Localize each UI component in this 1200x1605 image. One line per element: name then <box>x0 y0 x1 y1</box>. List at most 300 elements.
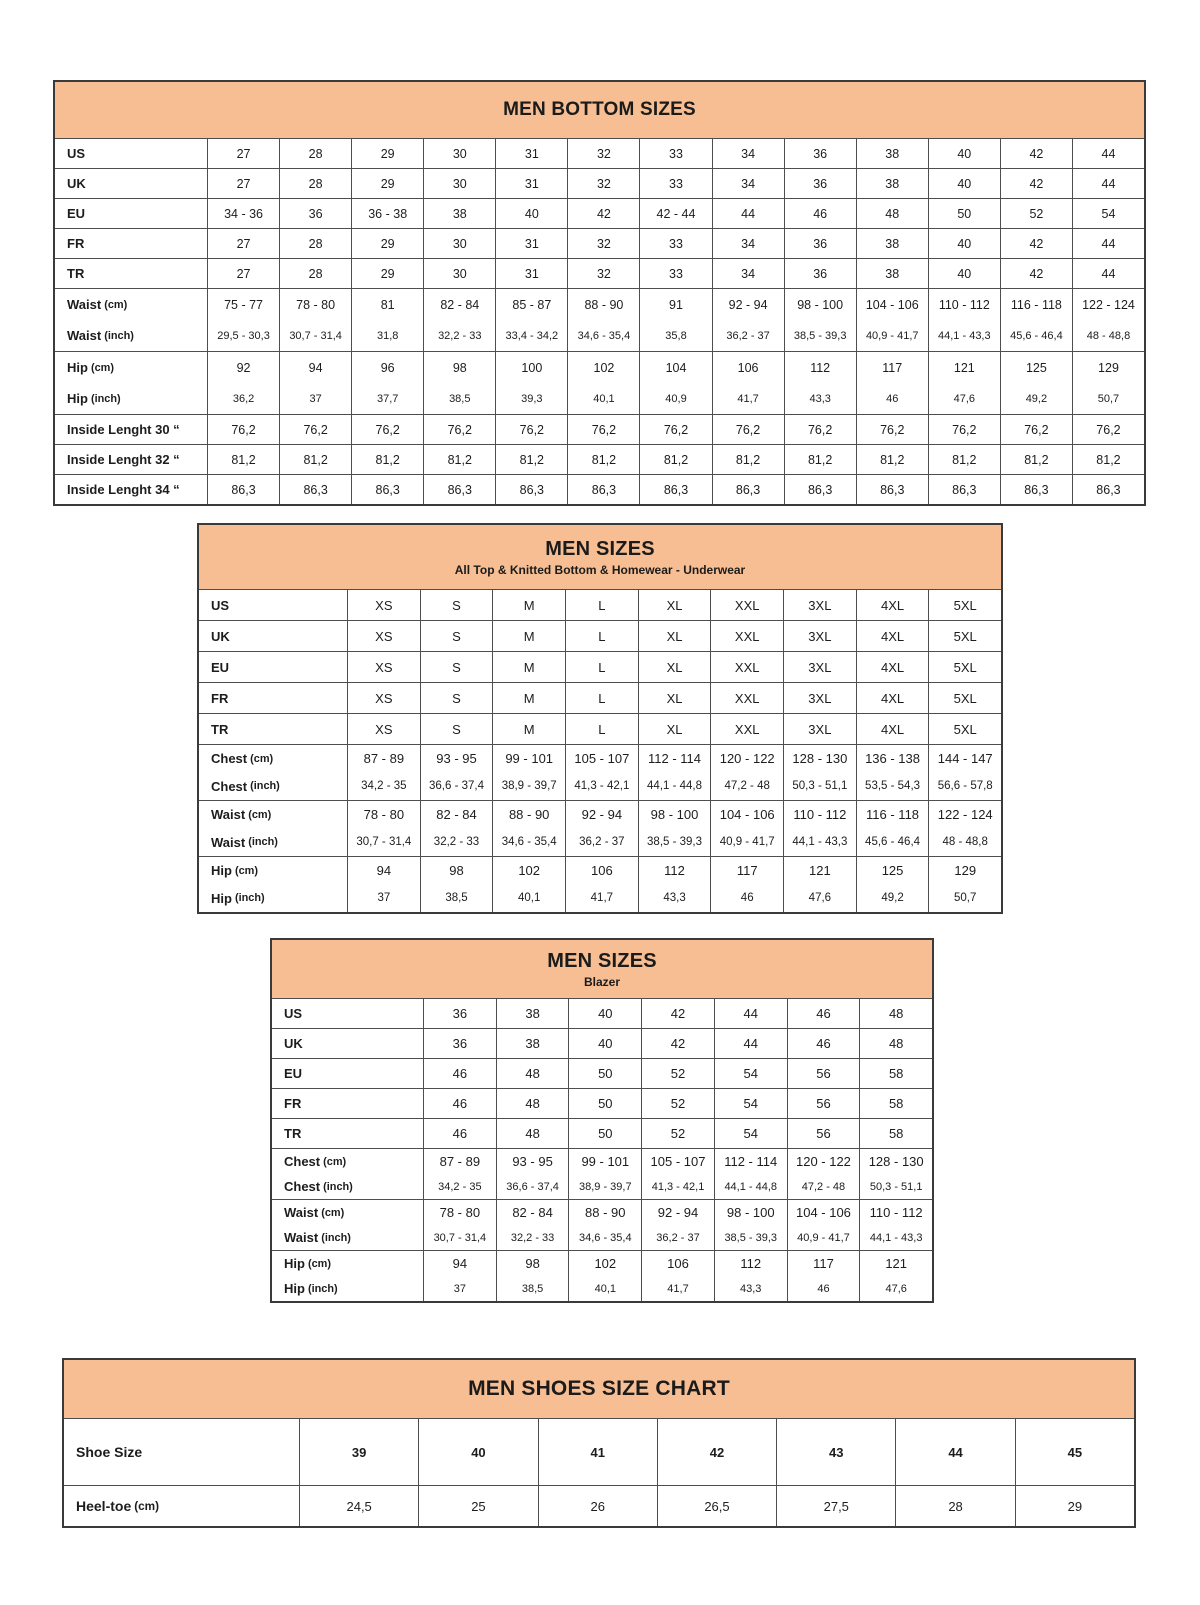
cell-value: 40,9 - 41,7 <box>719 836 775 849</box>
cell-us-col11 <box>1000 139 1072 168</box>
cell-inside-length-32-col11 <box>1000 445 1072 474</box>
cell-inside-length-32-col7 <box>712 445 784 474</box>
table-row-waist <box>55 288 1144 351</box>
cell-value: M <box>523 721 535 737</box>
cell-eu-col6 <box>859 1059 932 1088</box>
cell-value: 81,2 <box>1096 452 1121 467</box>
cell-value: 76,2 <box>231 422 256 437</box>
cell-chest-col5 <box>710 745 783 800</box>
cell-value: 46 <box>816 1036 831 1051</box>
cell-value: L <box>598 659 606 675</box>
cell-value: 48 - 48,8 <box>1086 329 1131 342</box>
cell-value: 50 <box>598 1066 613 1081</box>
table-row-shoe-size <box>64 1418 1134 1485</box>
cell-value: 122 - 124 <box>1082 297 1135 312</box>
men-sizes-blazer-subtitle: Blazer <box>583 974 621 989</box>
cell-chest-col3 <box>641 1149 714 1199</box>
cell-value: 35,8 <box>665 329 687 342</box>
cell-value: 40 <box>598 1006 613 1021</box>
row-label-text: Inside Lenght 30 “ <box>67 422 180 437</box>
cell-value: 86,3 <box>447 482 472 497</box>
cell-eu-col7 <box>856 652 929 682</box>
cell-value: 50,7 <box>1097 392 1120 405</box>
table-row-inside-length-34 <box>55 474 1144 504</box>
cell-uk-col12 <box>1072 169 1144 198</box>
cell-hip-col0 <box>423 1251 496 1301</box>
cell-value: 81,2 <box>519 452 545 467</box>
row-label-text: UK <box>67 176 86 191</box>
row-label-tr <box>199 714 347 744</box>
cell-value: 52 <box>670 1066 686 1081</box>
cell-eu-col3 <box>641 1059 714 1088</box>
cell-us-col12 <box>1072 139 1144 168</box>
cell-value: 45,6 - 46,4 <box>865 836 921 849</box>
cell-us-col3 <box>565 590 638 620</box>
cell-value: 41,7 <box>590 892 614 905</box>
table-row-fr <box>199 682 1001 713</box>
cell-us-col9 <box>856 139 928 168</box>
cell-value: 29 <box>1067 1498 1083 1514</box>
cell-us-col0 <box>207 139 279 168</box>
cell-value: S <box>452 721 461 737</box>
cell-uk-col5 <box>567 169 639 198</box>
cell-value: M <box>523 628 535 644</box>
cell-value: 4XL <box>880 690 905 706</box>
cell-us-col2 <box>568 999 641 1028</box>
cell-hip-col10 <box>928 352 1000 414</box>
cell-value: 86,3 <box>303 482 328 497</box>
cell-value: 54 <box>743 1126 758 1141</box>
cell-tr-col2 <box>492 714 565 744</box>
cell-chest-col5 <box>787 1149 860 1199</box>
men-sizes-blazer-title: MEN SIZES <box>547 949 657 972</box>
cell-value: 37 <box>453 1282 466 1295</box>
cell-uk-col7 <box>856 621 929 651</box>
cell-tr-col1 <box>496 1119 569 1148</box>
cell-uk-col4 <box>495 169 567 198</box>
row-label-text: UK <box>284 1036 303 1051</box>
cell-value: XL <box>666 659 683 675</box>
cell-value: 81,2 <box>952 452 977 467</box>
cell-fr-col12 <box>1072 229 1144 258</box>
cell-value: 32 <box>596 176 611 191</box>
cell-chest-col0 <box>423 1149 496 1199</box>
cell-value: 47,6 <box>885 1282 907 1295</box>
cell-eu-col10 <box>928 199 1000 228</box>
cell-heel-toe-col4 <box>776 1486 895 1526</box>
cell-inside-length-34-col6 <box>639 475 711 504</box>
cell-value: 45,6 - 46,4 <box>1010 329 1063 342</box>
row-label-eu <box>272 1059 423 1088</box>
row-label-heel-toe <box>64 1486 299 1526</box>
cell-eu-col2 <box>492 652 565 682</box>
cell-value: 112 - 114 <box>724 1154 778 1169</box>
row-label-us <box>55 139 207 168</box>
cell-value: 128 - 130 <box>868 1154 924 1169</box>
cell-hip-col5 <box>567 352 639 414</box>
cell-value: S <box>452 690 461 706</box>
cell-value: XXL <box>734 659 760 675</box>
cell-value: 36,2 - 37 <box>656 1231 700 1244</box>
table-row-uk <box>199 620 1001 651</box>
cell-inside-length-32-col2 <box>351 445 423 474</box>
men-shoes-size-chart-table <box>62 1358 1136 1528</box>
cell-value: 4XL <box>880 597 905 613</box>
cell-tr-col9 <box>856 259 928 288</box>
cell-value: 92 <box>236 360 251 375</box>
cell-fr-col0 <box>207 229 279 258</box>
cell-inside-length-34-col3 <box>423 475 495 504</box>
cell-hip-col9 <box>856 352 928 414</box>
cell-value: 128 - 130 <box>792 751 848 767</box>
cell-value: 88 - 90 <box>585 1205 626 1220</box>
cell-value: 94 <box>452 1256 468 1271</box>
men-bottom-sizes-title: MEN BOTTOM SIZES <box>503 99 696 120</box>
cell-value: XL <box>666 721 683 737</box>
cell-value: 33 <box>669 176 683 191</box>
cell-inside-length-34-col5 <box>567 475 639 504</box>
cell-heel-toe-col6 <box>1015 1486 1134 1526</box>
cell-inside-length-32-col9 <box>856 445 928 474</box>
cell-value: 129 <box>1098 360 1119 375</box>
cell-value: 47,2 - 48 <box>801 1180 846 1193</box>
row-label-line <box>211 714 347 744</box>
cell-value: 81 <box>380 297 395 312</box>
cell-value: 4XL <box>880 659 905 675</box>
cell-value: 30 <box>452 236 467 251</box>
cell-waist-col10 <box>928 289 1000 351</box>
cell-value: 48 - 48,8 <box>942 836 988 849</box>
cell-uk-col5 <box>710 621 783 651</box>
cell-value: 34 <box>741 146 756 161</box>
cell-value: 36,6 - 37,4 <box>506 1180 559 1193</box>
cell-value: 34,2 - 35 <box>361 780 407 793</box>
cell-value: 44 <box>1101 236 1116 251</box>
cell-value: 38,9 - 39,7 <box>579 1180 632 1193</box>
cell-uk-col4 <box>638 621 711 651</box>
cell-tr-col0 <box>347 714 420 744</box>
cell-value: 81,2 <box>735 452 761 467</box>
cell-fr-col5 <box>567 229 639 258</box>
cell-eu-col5 <box>787 1059 860 1088</box>
table-row-hip <box>272 1250 932 1301</box>
cell-value: 86,3 <box>952 482 977 497</box>
cell-value: 104 - 106 <box>719 807 775 823</box>
cell-value: 112 - 114 <box>648 751 702 767</box>
cell-value: 40 <box>957 266 972 281</box>
cell-us-col6 <box>859 999 932 1028</box>
cell-value: 27 <box>236 266 251 281</box>
cell-eu-col5 <box>567 199 639 228</box>
row-label-line <box>284 1225 423 1250</box>
cell-value: 44,1 - 44,8 <box>724 1180 778 1193</box>
cell-value: 106 <box>737 360 759 375</box>
cell-value: 38,5 - 39,3 <box>647 836 703 849</box>
row-label-line <box>67 199 207 228</box>
row-label-waist <box>55 289 207 351</box>
row-label-us <box>272 999 423 1028</box>
cell-value: 76,2 <box>880 422 905 437</box>
row-label-text: Chest <box>284 1179 321 1194</box>
cell-value: 85 - 87 <box>512 297 552 312</box>
row-label-line <box>211 621 347 651</box>
cell-value: 82 - 84 <box>440 297 480 312</box>
cell-value: 38,5 <box>445 892 468 905</box>
cell-value: 40 <box>598 1036 613 1051</box>
cell-value: 104 - 106 <box>795 1205 851 1220</box>
cell-value: 110 - 112 <box>869 1205 923 1220</box>
row-label-text: TR <box>284 1126 302 1141</box>
cell-value: 39,3 <box>521 392 543 405</box>
row-label-shoe-size <box>64 1419 299 1485</box>
row-label-unit: (inch) <box>250 780 280 793</box>
cell-value: 98 <box>525 1256 540 1271</box>
cell-value: 48 <box>885 206 900 221</box>
cell-waist-col3 <box>565 801 638 856</box>
row-label-text: Hip <box>211 890 232 906</box>
row-label-text: EU <box>211 659 230 675</box>
cell-fr-col2 <box>568 1089 641 1118</box>
cell-heel-toe-col2 <box>538 1486 657 1526</box>
cell-fr-col4 <box>495 229 567 258</box>
row-label-text: US <box>211 597 230 613</box>
cell-value: S <box>452 597 461 613</box>
cell-fr-col7 <box>856 683 929 713</box>
cell-value: XL <box>666 597 683 613</box>
cell-fr-col7 <box>712 229 784 258</box>
cell-value: 36,6 - 37,4 <box>429 780 484 793</box>
cell-chest-col8 <box>928 745 1001 800</box>
cell-value: 38,5 <box>521 1282 544 1295</box>
cell-tr-col6 <box>639 259 711 288</box>
cell-value: 38,9 - 39,7 <box>501 780 557 793</box>
cell-value: 44 <box>1101 146 1116 161</box>
cell-value: 40 <box>471 1444 486 1460</box>
cell-us-col1 <box>496 999 569 1028</box>
row-label-text: Waist <box>67 328 102 343</box>
cell-value: 4XL <box>880 721 905 737</box>
cell-uk-col3 <box>423 169 495 198</box>
cell-waist-col2 <box>351 289 423 351</box>
cell-eu-col4 <box>714 1059 787 1088</box>
cell-value: S <box>452 628 461 644</box>
cell-value: 32 <box>596 266 611 281</box>
cell-chest-col3 <box>565 745 638 800</box>
cell-value: 110 - 112 <box>793 807 847 823</box>
row-label-waist <box>199 801 347 856</box>
cell-value: 34,6 - 35,4 <box>579 1231 632 1244</box>
cell-value: 32,2 - 33 <box>438 329 482 342</box>
cell-value: 40,1 <box>594 1282 616 1295</box>
cell-value: 28 <box>948 1498 963 1514</box>
cell-value: 28 <box>308 176 323 191</box>
cell-inside-length-32-col1 <box>279 445 351 474</box>
cell-eu-col7 <box>712 199 784 228</box>
cell-inside-length-34-col0 <box>207 475 279 504</box>
cell-value: 31 <box>524 266 539 281</box>
cell-chest-col2 <box>568 1149 641 1199</box>
cell-value: 136 - 138 <box>865 751 920 767</box>
cell-value: 50 <box>598 1096 613 1111</box>
cell-value: 5XL <box>953 597 977 613</box>
cell-fr-col1 <box>279 229 351 258</box>
cell-value: 86,3 <box>1096 482 1121 497</box>
cell-value: 34,6 - 35,4 <box>501 836 557 849</box>
cell-eu-col9 <box>856 199 928 228</box>
cell-fr-col0 <box>423 1089 496 1118</box>
cell-value: 33 <box>669 236 683 251</box>
cell-eu-col5 <box>710 652 783 682</box>
cell-value: 38 <box>885 236 900 251</box>
cell-eu-col8 <box>784 199 856 228</box>
cell-value: 28 <box>308 236 323 251</box>
cell-value: 54 <box>743 1096 758 1111</box>
cell-value: 33,4 - 34,2 <box>505 329 559 342</box>
cell-value: 98 - 100 <box>650 807 699 823</box>
cell-value: 27 <box>236 236 251 251</box>
cell-waist-col5 <box>567 289 639 351</box>
cell-waist-col3 <box>423 289 495 351</box>
cell-inside-length-30-col6 <box>639 415 711 444</box>
table-row-waist <box>272 1199 932 1250</box>
row-label-text: Waist <box>211 834 246 850</box>
table-row-chest <box>199 744 1001 800</box>
row-label-eu <box>55 199 207 228</box>
row-label-hip <box>272 1251 423 1301</box>
cell-inside-length-34-col12 <box>1072 475 1144 504</box>
row-label-text: TR <box>67 266 85 281</box>
cell-value: XS <box>375 659 393 675</box>
row-label-line <box>284 1200 423 1225</box>
cell-value: 86,3 <box>591 482 617 497</box>
cell-waist-col11 <box>1000 289 1072 351</box>
cell-inside-length-30-col7 <box>712 415 784 444</box>
cell-value: 106 <box>667 1256 689 1271</box>
cell-hip-col6 <box>639 352 711 414</box>
men-shoes-size-chart-header <box>64 1360 1134 1418</box>
cell-value: 76,2 <box>663 422 689 437</box>
row-label-text: Hip <box>284 1281 305 1296</box>
row-label-line <box>67 289 207 320</box>
row-label-unit: (cm) <box>321 1206 345 1219</box>
cell-hip-col1 <box>279 352 351 414</box>
cell-chest-col1 <box>420 745 493 800</box>
cell-value: 112 <box>664 863 685 879</box>
table-row-hip <box>199 856 1001 912</box>
cell-hip-col4 <box>638 857 711 912</box>
row-label-line <box>211 885 347 913</box>
cell-value: 81,2 <box>807 452 833 467</box>
row-label-unit: (cm) <box>134 1499 160 1513</box>
cell-us-col3 <box>423 139 495 168</box>
cell-value: 30,7 - 31,4 <box>356 836 412 849</box>
cell-uk-col2 <box>351 169 423 198</box>
cell-value: 29 <box>380 236 395 251</box>
cell-us-col6 <box>639 139 711 168</box>
row-label-line <box>67 383 207 414</box>
cell-value: 105 - 107 <box>574 751 630 767</box>
cell-value: 37 <box>309 392 322 405</box>
cell-value: 31 <box>524 146 539 161</box>
cell-value: 26 <box>590 1498 605 1514</box>
cell-inside-length-30-col5 <box>567 415 639 444</box>
row-label-fr <box>55 229 207 258</box>
cell-shoe-size-col5 <box>895 1419 1014 1485</box>
cell-value: 41,7 <box>737 392 759 405</box>
row-label-uk <box>55 169 207 198</box>
cell-tr-col1 <box>279 259 351 288</box>
row-label-text: EU <box>284 1066 303 1081</box>
cell-value: 120 - 122 <box>795 1154 851 1169</box>
cell-eu-col1 <box>496 1059 569 1088</box>
cell-uk-col1 <box>496 1029 569 1058</box>
cell-fr-col5 <box>710 683 783 713</box>
cell-value: 120 - 122 <box>719 751 775 767</box>
cell-hip-col7 <box>856 857 929 912</box>
cell-value: 54 <box>1101 206 1116 221</box>
cell-value: 40,1 <box>517 892 541 905</box>
cell-eu-col3 <box>565 652 638 682</box>
cell-value: 44 <box>743 1036 758 1051</box>
table-row-inside-length-32 <box>55 444 1144 474</box>
cell-waist-col3 <box>641 1200 714 1250</box>
cell-eu-col6 <box>639 199 711 228</box>
row-label-text: FR <box>67 236 85 251</box>
cell-value: 76,2 <box>591 422 617 437</box>
cell-value: 40 <box>524 206 539 221</box>
cell-value: 81,2 <box>303 452 328 467</box>
cell-eu-col12 <box>1072 199 1144 228</box>
cell-value: 43,3 <box>740 1282 762 1295</box>
cell-value: 104 - 106 <box>865 297 919 312</box>
cell-fr-col1 <box>420 683 493 713</box>
cell-value: 86,3 <box>231 482 256 497</box>
cell-value: 34,2 - 35 <box>438 1180 482 1193</box>
cell-value: 42 <box>1029 176 1044 191</box>
row-label-line <box>67 139 207 168</box>
table-row-us <box>272 998 932 1028</box>
cell-uk-col6 <box>859 1029 932 1058</box>
cell-value: 30 <box>452 176 467 191</box>
cell-eu-col4 <box>638 652 711 682</box>
cell-hip-col2 <box>351 352 423 414</box>
cell-us-col7 <box>712 139 784 168</box>
cell-value: 94 <box>376 863 392 879</box>
cell-value: 105 - 107 <box>650 1154 706 1169</box>
row-label-unit: (cm) <box>104 298 128 311</box>
cell-tr-col2 <box>351 259 423 288</box>
men-bottom-sizes-body <box>55 138 1144 504</box>
row-label-text: Chest <box>284 1154 321 1169</box>
cell-uk-col7 <box>712 169 784 198</box>
row-label-unit: (cm) <box>250 752 274 765</box>
cell-value: 31 <box>524 176 539 191</box>
cell-value: 96 <box>380 360 395 375</box>
cell-waist-col2 <box>492 801 565 856</box>
cell-value: 5XL <box>953 690 977 706</box>
cell-hip-col8 <box>784 352 856 414</box>
cell-value: XL <box>666 690 683 706</box>
cell-tr-col3 <box>641 1119 714 1148</box>
cell-hip-col2 <box>492 857 565 912</box>
cell-fr-col3 <box>565 683 638 713</box>
cell-us-col4 <box>714 999 787 1028</box>
cell-value: 46 <box>452 1126 468 1141</box>
cell-value: 47,6 <box>808 892 832 905</box>
row-label-line <box>67 169 207 198</box>
cell-value: 86,3 <box>375 482 400 497</box>
cell-value: 47,6 <box>953 392 976 405</box>
